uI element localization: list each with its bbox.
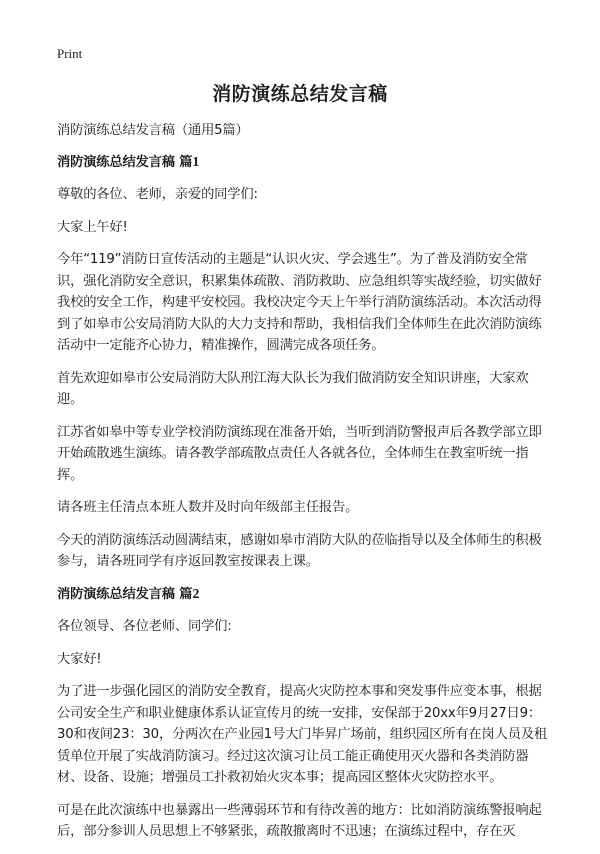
paragraph: 各位领导、各位老师、同学们:	[57, 619, 232, 634]
paragraph: 大家上午好!	[57, 219, 128, 235]
paragraph: 可是在此次演练中也暴露出一些薄弱环节和有待改善的地方：比如消防演练警报响起后，部分参训人员思想上不够紧张，疏散撤离时不迅速；在演练过程中，存在灭	[57, 802, 542, 839]
paragraph: 尊敬的各位、老师，亲爱的同学们:	[57, 187, 258, 202]
paragraph: 为了进一步强化园区的消防安全教育，提高火灾防控本事和突发事件应变本事，根据公司安全生产和职业健康体系认证宣传月的统一安排，安保部于20xx年9月27日9：30和夜间23：30，分两次在产业园1号大门毕昇广场前，组织园区所有在岗人员及租赁单位开展了实战消防演习。经过这次演习让员工能正确使用灭火器和各类消防器材、设备、设施；增强员工扑救初始火灾本事；提高园区整体火灾防控水平。	[57, 684, 548, 785]
document-title: 消防演练总结发言稿	[212, 83, 388, 105]
document-body	[57, 120, 547, 854]
paragraph: 请各班主任清点本班人数并及时向年级部主任报告。	[57, 500, 359, 515]
paragraph: 首先欢迎如皋市公安局消防大队刑江海大队长为我们做消防安全知识讲座，大家欢迎。	[57, 370, 529, 407]
section-heading-2	[57, 584, 547, 606]
document-subtitle: 消防演练总结发言稿（通用5篇）	[57, 123, 249, 138]
paragraph: 大家好!	[57, 651, 102, 667]
print-link[interactable]: Print	[57, 46, 83, 61]
section-heading-text: 消防演练总结发言稿 篇	[57, 154, 193, 170]
paragraph: 今天的消防演练活动圆满结束，感谢如皋市消防大队的莅临指导以及全体师生的积极参与，请各班同学有序返回教室按课表上课。	[57, 532, 542, 569]
section-heading-text: 消防演练总结发言稿 篇	[57, 586, 193, 602]
section-heading-number: 2	[192, 586, 200, 602]
section-heading-number: 1	[192, 154, 200, 170]
paragraph: 江苏省如皋中等专业学校消防演练现在准备开始，当听到消防警报声后各教学部立即开始疏散逃生演练。请各教学部疏散点责任人各就各位，全体师生在教室听统一指挥。	[57, 424, 542, 483]
paragraph: 今年“119”消防日宣传活动的主题是“认识火灾、学会逃生”。为了普及消防安全常识，强化消防安全意识，积累集体疏散、消防救助、应急组织等实战经验，切实做好我校的安全工作，构建平安校园。我校决定今天上午举行消防演练活动。本次活动得到了如皋市公安局消防大队的大力支持和帮助，我相信我们全体师生在此次消防演练活动中一定能齐心协力，精准操作，圆满完成各项任务。	[57, 252, 542, 353]
section-heading-1	[57, 152, 547, 174]
